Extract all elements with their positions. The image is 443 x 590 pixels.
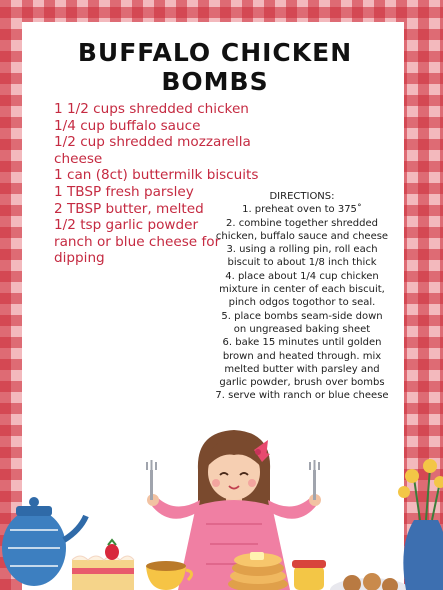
direction-step: 7. serve with ranch or blue cheese	[215, 390, 389, 402]
honey-jar-icon	[292, 560, 326, 590]
ingredient-item: 1 TBSP fresh parsley	[54, 183, 194, 200]
cake-icon	[72, 540, 134, 590]
direction-step: 5. place bombs seam-side down on ungreased baking sheet	[221, 310, 383, 335]
flower-vase-icon	[398, 459, 443, 590]
direction-step: 4. place about 1/4 cup chicken mixture in center of each biscuit, pinch odgos togothor to seal.	[219, 270, 385, 309]
ingredient-item: ranch or blue cheese for dipping	[54, 233, 221, 267]
ingredient-item: 1/2 tsp garlic powder	[54, 217, 199, 234]
ingredient-item: 1/2 cup shredded mozzarella cheese	[54, 134, 251, 167]
pancakes-icon	[228, 552, 288, 590]
direction-step: 2. combine together shredded chicken, buffalo sauce and cheese	[215, 217, 389, 242]
recipe-title-line-1: BUFFALO CHICKEN	[77, 38, 353, 67]
ingredient-item: 1 1/2 cups shredded chicken	[54, 101, 249, 117]
ingredient-item: 1/4 cup buffalo sauce	[54, 117, 201, 134]
directions-heading: DIRECTIONS:	[269, 191, 335, 202]
recipe-title-line-2: BOMBS	[161, 67, 269, 96]
ingredient-item: 2 TBSP butter, melted	[54, 200, 204, 217]
direction-step: 3. using a rolling pin, roll each biscuit to about 1/8 inch thick	[226, 244, 378, 269]
cookie-plate-icon	[330, 573, 410, 590]
direction-step: 6. bake 15 minutes until golden brown and heated through. mix melted butter with parsley and garlic powder, brush over bombs	[219, 337, 385, 389]
direction-step: 1. preheat oven to 375˚	[242, 204, 362, 216]
ingredient-item: 1 can (8ct) buttermilk biscuits	[54, 167, 259, 184]
